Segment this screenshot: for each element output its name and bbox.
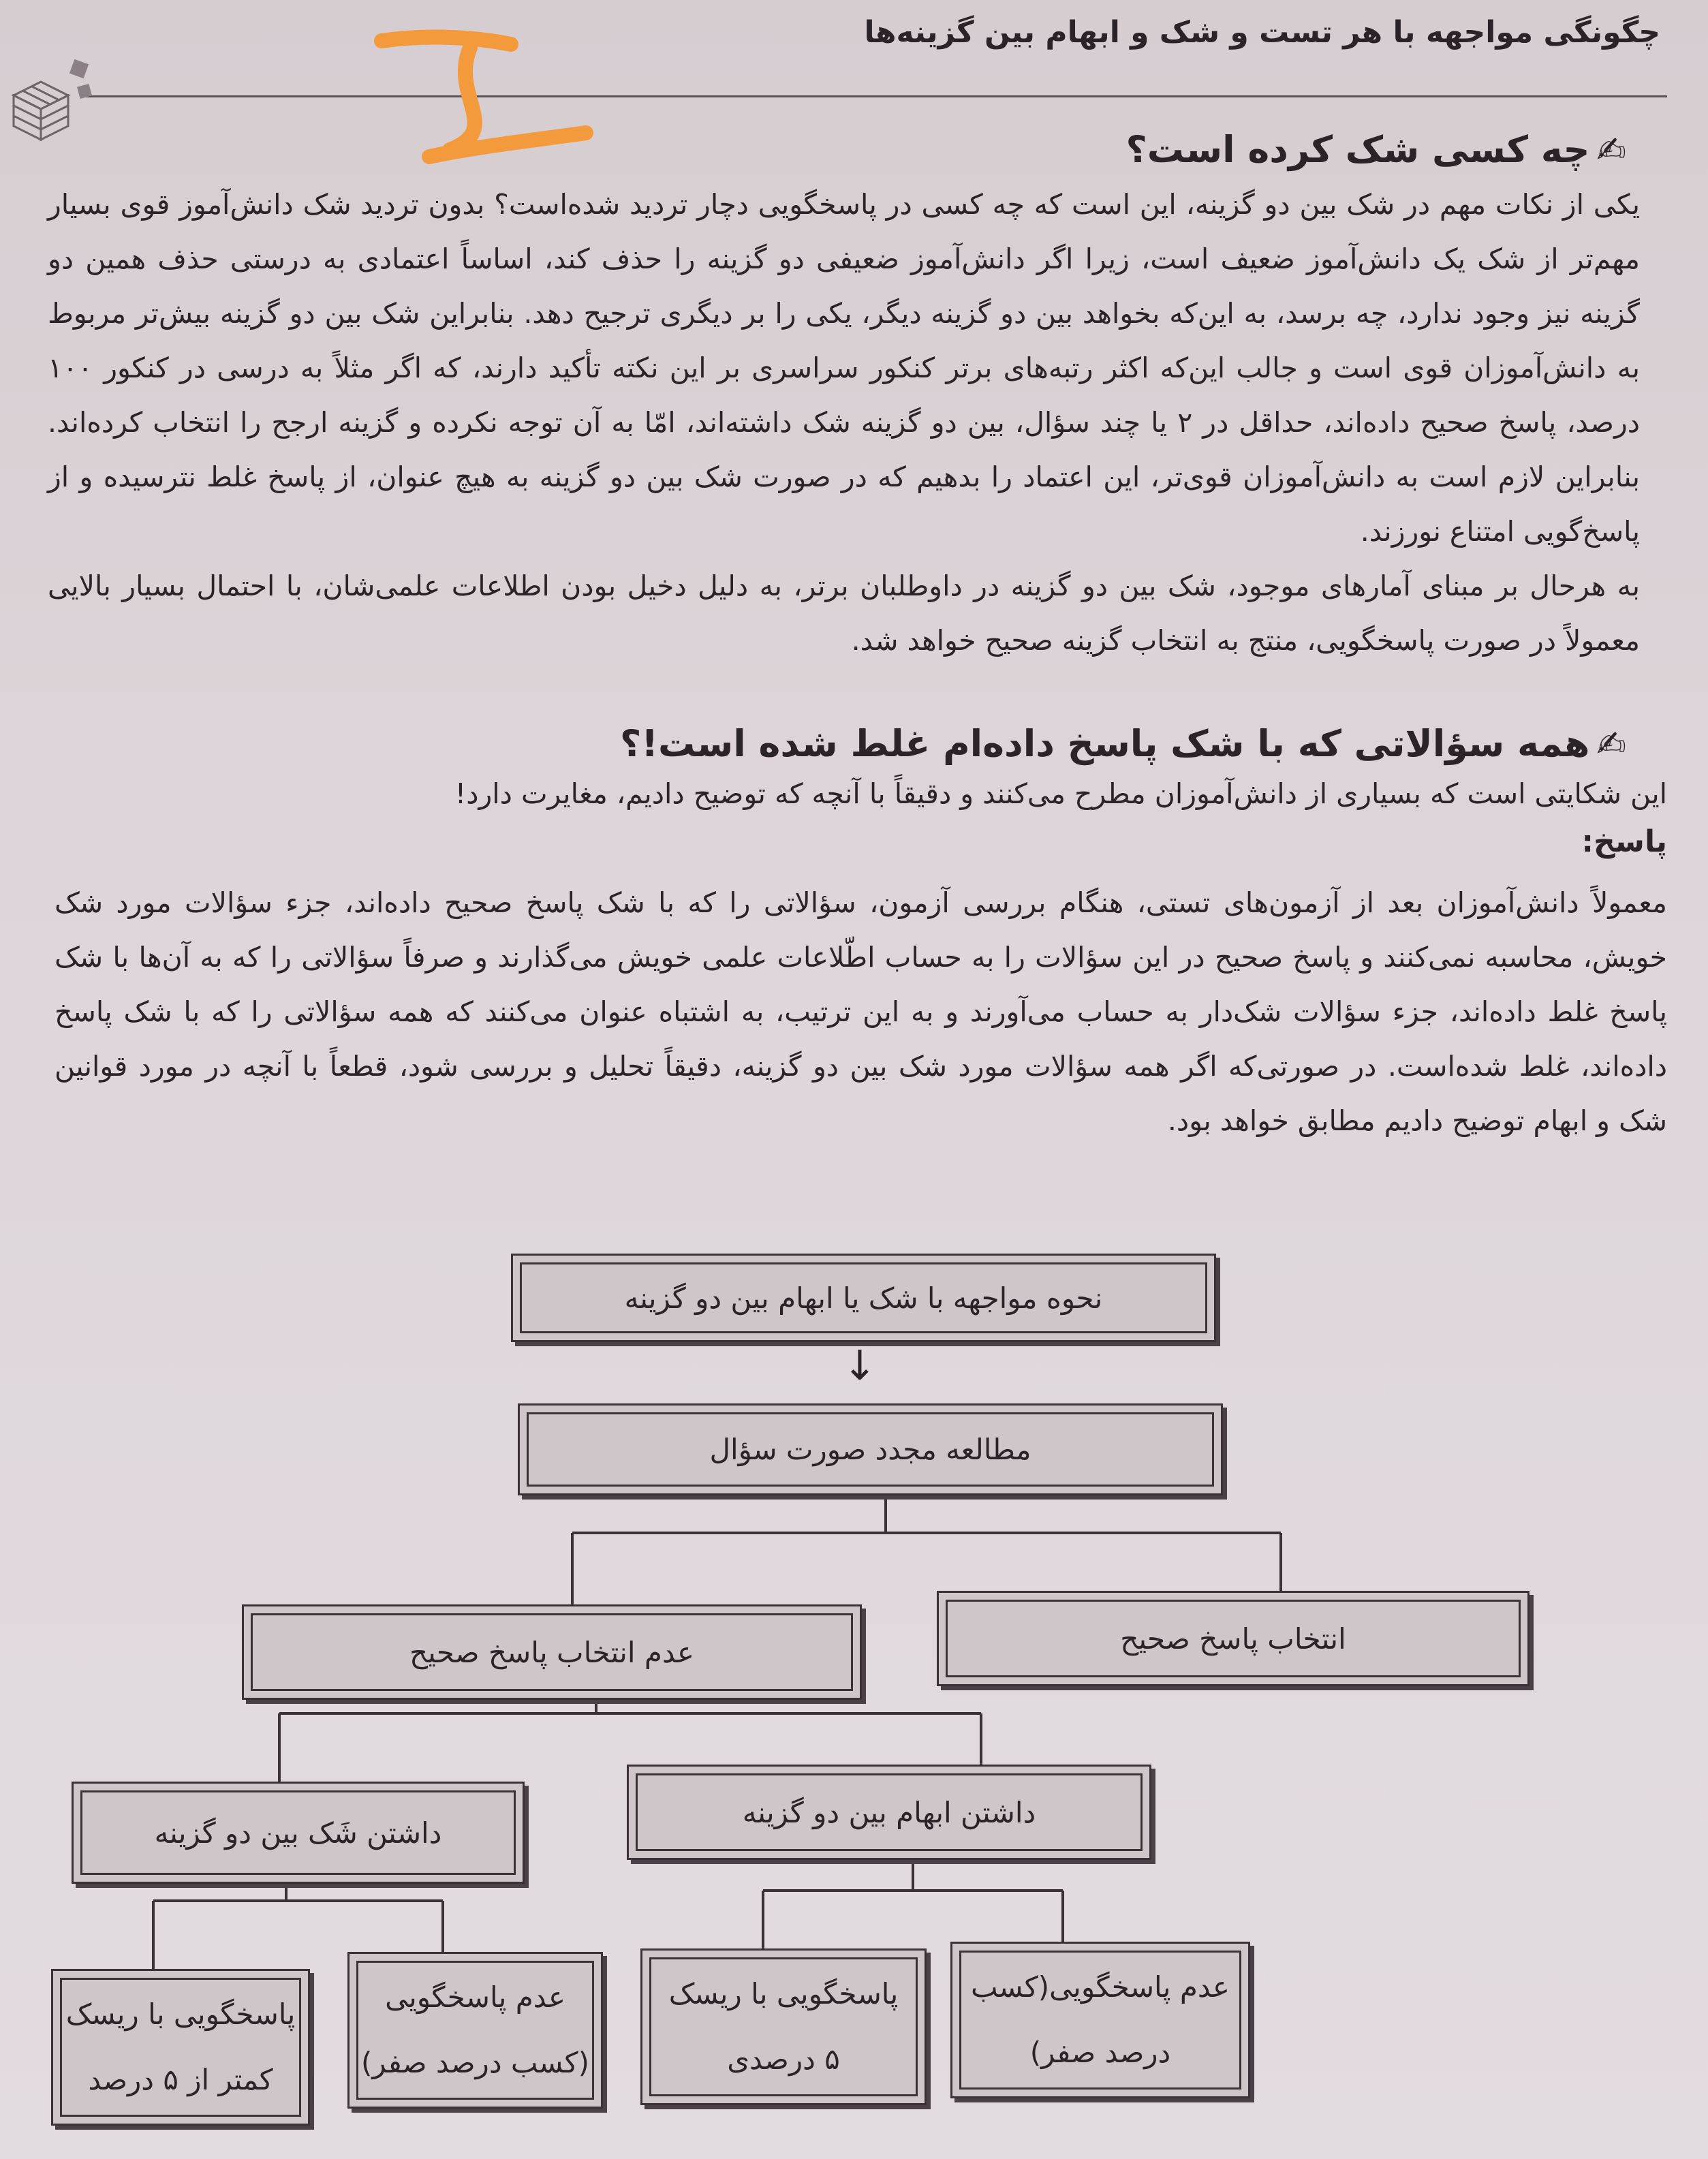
leaf-line: عدم پاسخگویی(کسب [971, 1970, 1230, 2004]
flow-down-arrow-icon: ↓ [842, 1342, 878, 1390]
section2-heading: ✍همه سؤالاتی که با شک پاسخ داده‌ام غلط شده است!؟ [620, 722, 1626, 765]
leaf-line: پاسخگویی با ریسک [65, 1998, 296, 2031]
flow-step-box [518, 1403, 1223, 1495]
handwritten-orange-mark [368, 20, 600, 177]
flow-leaf-no-answer-doubt [347, 1952, 603, 2109]
flow-doubt-box [72, 1782, 525, 1884]
flow-ambiguity-box [627, 1765, 1151, 1860]
flow-leaf-risk-less-5 [51, 1969, 310, 2126]
cube-logo-icon [0, 55, 102, 150]
leaf-line: کمتر از ۵ درصد [88, 2063, 273, 2096]
leaf-line: پاسخگویی با ریسک [668, 1977, 899, 2010]
flow-correct-label: انتخاب پاسخ صحیح [1120, 1621, 1346, 1656]
section1-paragraph2: به هرحال بر مبنای آمارهای موجود، شک بین دو گزینه در داوطلبان برتر، به دلیل دخیل بودن اطلاعات علمی‌شان، با احتمال بسیار بالایی معمولاً در صورت پاسخگویی، منتج به انتخاب گزینه صحیح خواهد شد. [48, 570, 1640, 657]
section1-body [48, 177, 1640, 668]
header-rule [82, 95, 1667, 97]
flow-leaf-risk-5 [640, 1948, 927, 2105]
leaf-line: درصد صفر) [1029, 2036, 1171, 2069]
flowchart [0, 1213, 1708, 2153]
section2-answer: معمولاً دانش‌آموزان بعد از آزمون‌های تستی، هنگام بررسی آزمون، سؤالاتی را که با شک پاسخ صحیح داده‌اند، جزء سؤالات مورد شک خویش، محاسبه نمی‌کنند و پاسخ صحیح در این سؤالات را به حساب اطّلاعات علمی خویش می‌گذارند و صرفاً سؤالاتی را که به آن‌ها با شک پاسخ غلط داده‌اند، جزء سؤالات شک‌دار به حساب می‌آورند و به این ترتیب، به اشتباه عنوان می‌کنند که همه سؤالاتی را که با شک پاسخ داده‌اند، غلط شده‌است. در صورتی‌که اگر همه سؤالات مورد شک بین دو گزینه، دقیقاً تحلیل و بررسی شود، قطعاً با آنچه در مورد قوانین شک و ابهام توضیح دادیم مطابق خواهد بود. [55, 886, 1667, 1137]
section2-intro: این شکایتی است که بسیاری از دانش‌آموزان مطرح می‌کنند و دقیقاً با آنچه که توضیح دادیم، مغایرت دارد! [454, 777, 1667, 810]
section1-heading: ✍چه کسی شک کرده است؟ [1125, 128, 1626, 171]
leaf-line: ۵ درصدی [727, 2042, 840, 2076]
pen-icon: ✍ [1596, 130, 1626, 171]
pen-icon: ✍ [1596, 724, 1626, 765]
flow-not-correct-box [242, 1604, 862, 1700]
flow-doubt-label: داشتن شَک بین دو گزینه [154, 1816, 442, 1850]
flow-ambiguity-label: داشتن ابهام بین دو گزینه [742, 1795, 1036, 1829]
section1-paragraph1: یکی از نکات مهم در شک بین دو گزینه، این است که چه کسی در پاسخگویی دچار تردید شده‌است؟ بدون تردید شک دانش‌آموز قوی بسیار مهم‌تر از شک یک دانش‌آموز ضعیف است، زیرا اگر دانش‌آموز ضعیفی دو گزینه را حذف کند، اساساً اعتمادی به درستی حذف همین دو گزینه نیز وجود ندارد، چه برسد، به این‌که بخواهد بین دو گزینه دیگر، یکی را بر دیگری ترجیح دهد. بنابراین شک بین دو گزینه بیش‌تر مربوط به دانش‌آموزان قوی است و جالب این‌که اکثر رتبه‌های برتر کنکور سراسری بر این نکته تأکید دارند، که اگر مثلاً به درسی در کنکور ۱۰۰ درصد، پاسخ صحیح داده‌اند، حداقل در ۲ یا چند سؤال، بین دو گزینه شک داشته‌اند، امّا به آن توجه نکرده و گزینه ارجح را انتخاب کرده‌اند. بنابراین لازم است به دانش‌آموزان قوی‌تر، این اعتماد را بدهیم که در صورت شک بین دو گزینه به هیچ عنوان، از پاسخ غلط نترسیده و از پاسخ‌گویی امتناع نورزند. [48, 188, 1641, 548]
flow-leaf-no-answer-ambiguity [950, 1942, 1250, 2098]
answer-label: پاسخ: [1581, 824, 1667, 859]
leaf-line: (کسب درصد صفر) [361, 2046, 589, 2079]
flow-not-correct-label: عدم انتخاب پاسخ صحیح [409, 1635, 694, 1669]
flow-root-label: نحوه مواجهه با شک یا ابهام بین دو گزینه [624, 1281, 1103, 1315]
running-title: چگونگی مواجهه با هر تست و شک و ابهام بین گزینه‌ها [864, 15, 1660, 50]
flow-correct-box [937, 1591, 1530, 1686]
leaf-line: عدم پاسخگویی [385, 1981, 565, 2014]
flow-root-box [511, 1254, 1216, 1342]
flow-step-label: مطالعه مجدد صورت سؤال [709, 1433, 1031, 1466]
